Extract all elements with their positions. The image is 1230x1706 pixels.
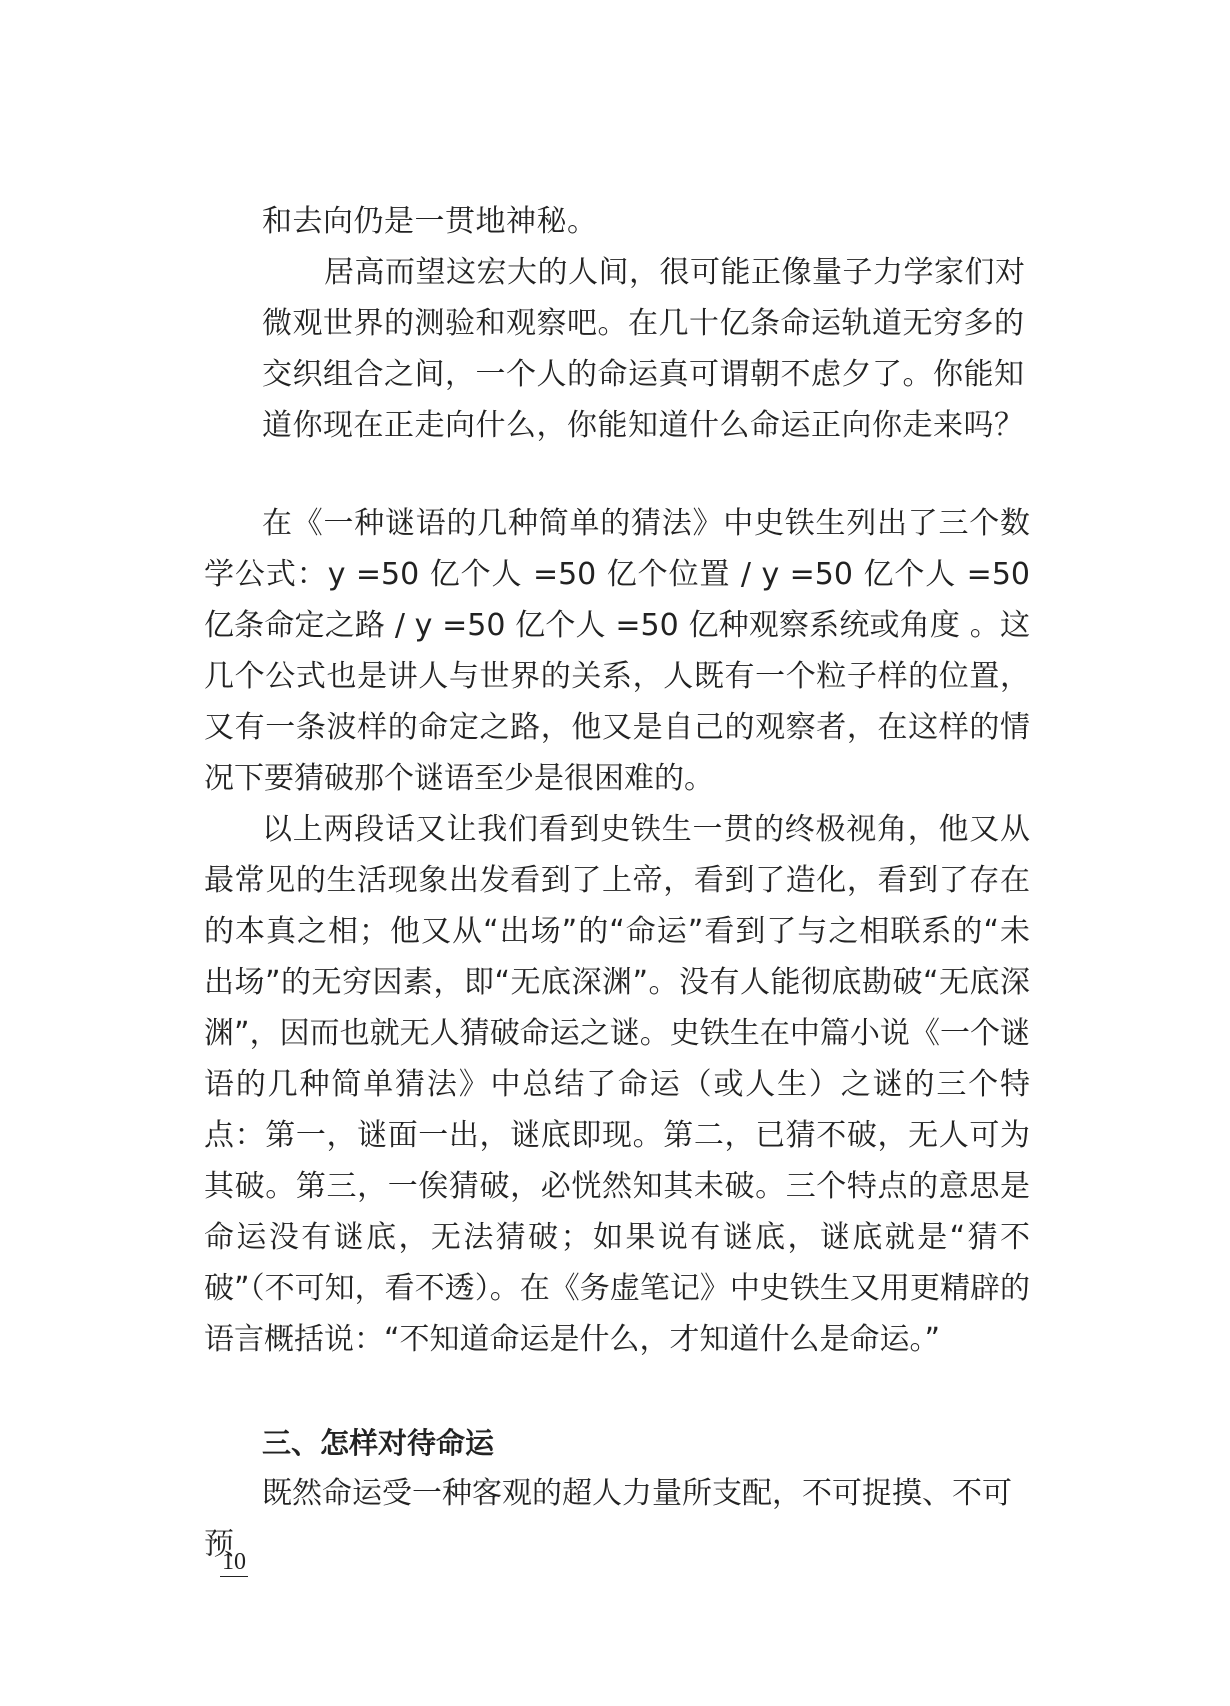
section-paragraph-1: 既然命运受一种客观的超人力量所支配，不可捉摸、不可预 bbox=[204, 1476, 1012, 1562]
section-heading: 三、怎样对待命运 bbox=[262, 1426, 495, 1460]
quote-paragraph-2: 居高而望这宏大的人间，很可能正像量子力学家们对微观世界的测验和观察吧。在几十亿条命运轨道无穷多的交织组合之间，一个人的命运真可谓朝不虑夕了。你能知道你现在正走向什么，你能知道什么命运正向你走来吗？ bbox=[262, 255, 1026, 443]
body-paragraph-2: 以上两段话又让我们看到史铁生一贯的终极视角，他又从最常见的生活现象出发看到了上帝，看到了造化，看到了存在的本真之相；他又从“出场”的“命运”看到了与之相联系的“未出场”的无穷因素，即“无底深渊”。没有人能彻底勘破“无底深渊”，因而也就无人猜破命运之谜。史铁生在中篇小说《一个谜语的几种简单猜法》中总结了命运（或人生）之谜的三个特点：第一，谜面一出，谜底即现。第二，已猜不破，无人可为其破。第三，一俟猜破，必恍然知其未破。三个特点的意思是命运没有谜底，无法猜破；如果说有谜底，谜底就是“猜不破”（不可知，看不透）。在《务虚笔记》中史铁生又用更精辟的语言概括说：“不知道命运是什么，才知道什么是命运。” bbox=[204, 812, 1030, 1357]
body-paragraph-1: 在《一种谜语的几种简单的猜法》中史铁生列出了三个数学公式：y =50 亿个人 =50 亿个位置 / y =50 亿个人 =50 亿条命定之路 / y =50 亿个人 =50 亿种观察系统或角度 。这几个公式也是讲人与世界的关系，人既有一个粒子样的位置，又有一条波样的命定之路，他又是自己的观察者，在这样的情况下要猜破那个谜语至少是很困难的。 bbox=[204, 506, 1030, 796]
block-quote bbox=[262, 196, 1030, 451]
section-body bbox=[204, 1468, 1030, 1570]
body-text bbox=[204, 498, 1030, 1365]
quote-line-1: 和去向仍是一贯地神秘。 bbox=[262, 204, 598, 239]
page-number: 10 bbox=[222, 1549, 246, 1575]
